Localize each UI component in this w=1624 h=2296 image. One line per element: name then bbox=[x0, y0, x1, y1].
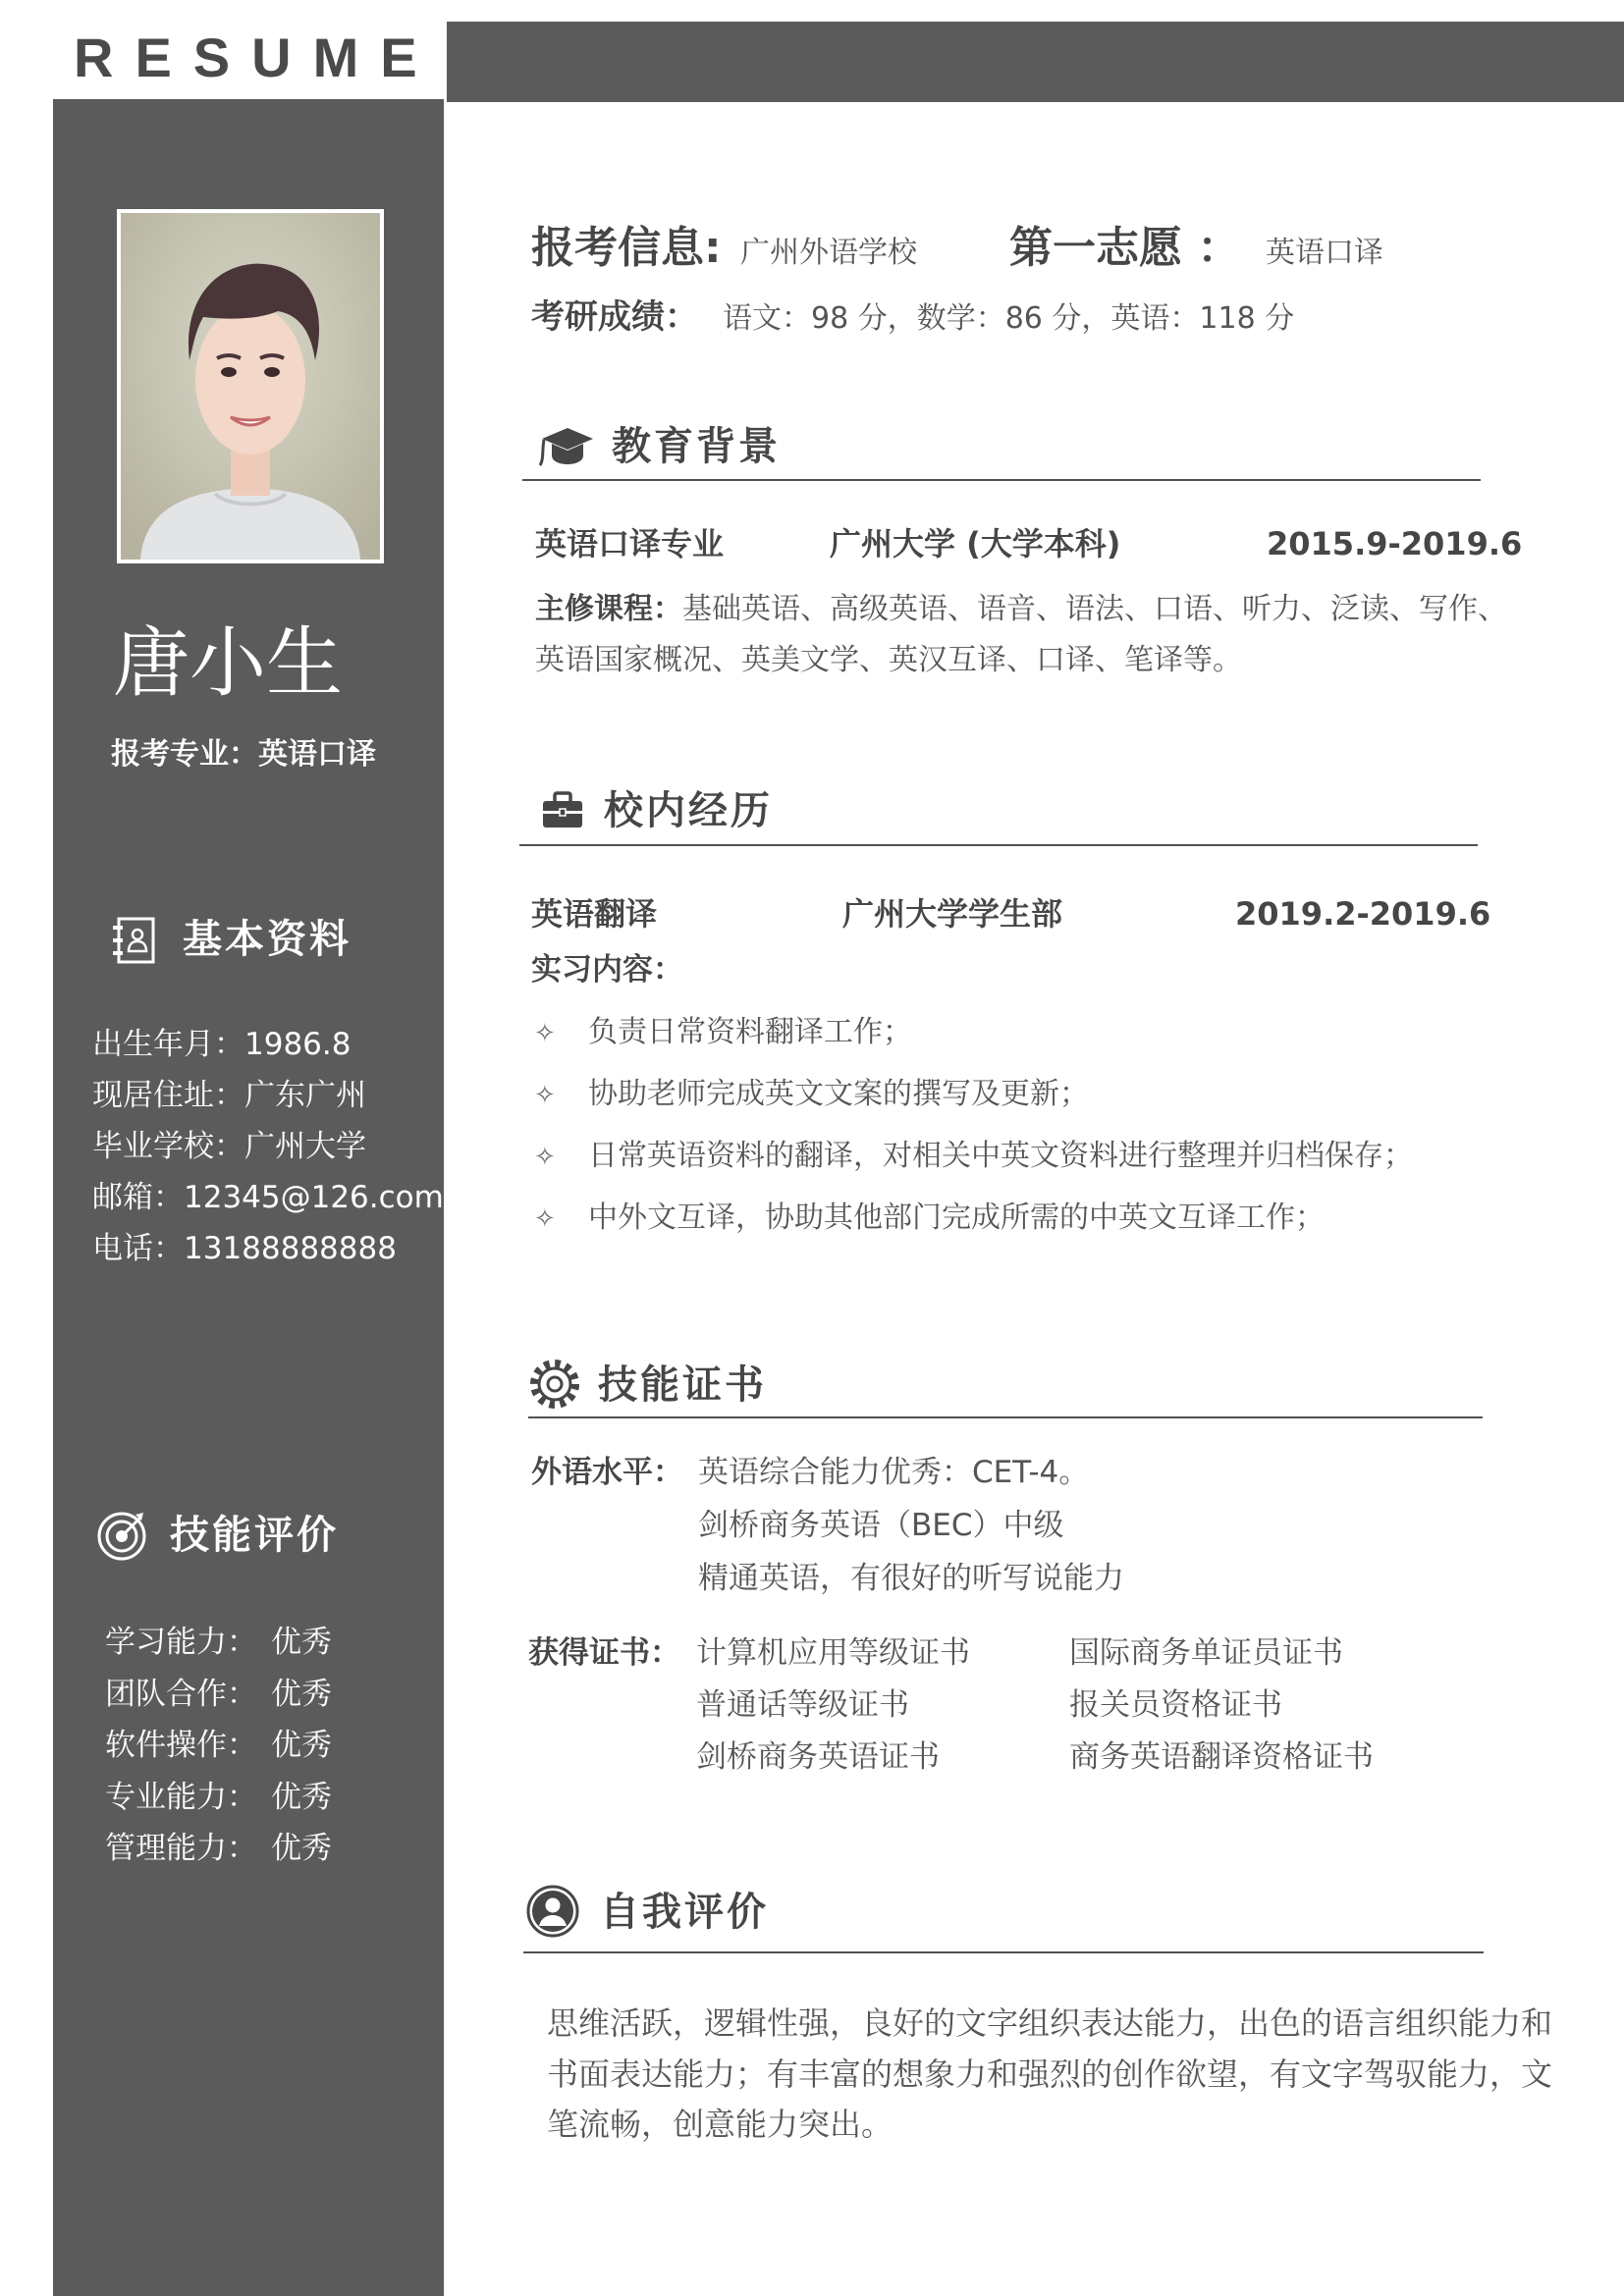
skill-label: 管理能力： bbox=[105, 1831, 257, 1866]
target-icon bbox=[96, 1509, 149, 1562]
info-value: 广州大学 bbox=[244, 1129, 366, 1164]
skill-rating-title: 技能评价 bbox=[170, 1513, 339, 1558]
user-circle-icon bbox=[526, 1885, 579, 1938]
experience-bullets bbox=[534, 1002, 1413, 1250]
bullet-text: 中外文互译，协助其他部门完成所需的中英文互译工作； bbox=[588, 1201, 1325, 1235]
info-row-phone bbox=[92, 1223, 444, 1274]
skill-label: 学习能力： bbox=[105, 1625, 257, 1660]
paragraph-line: 思维活跃，逻辑性强，良好的文字组织表达能力，出色的语言组织能力和 bbox=[547, 2004, 1553, 2042]
skill-label: 专业能力： bbox=[105, 1779, 257, 1815]
certificate-item: 商务英语翻译资格证书 bbox=[1069, 1739, 1374, 1775]
basic-info-list bbox=[92, 1019, 444, 1274]
list-item bbox=[534, 1126, 1413, 1188]
education-period: 2015.9-2019.6 bbox=[1267, 525, 1523, 562]
bullet-star-icon: ✧ bbox=[534, 1019, 556, 1048]
language-level-list bbox=[698, 1446, 1124, 1605]
self-evaluation-text bbox=[547, 1999, 1552, 2151]
info-row-address bbox=[92, 1070, 444, 1121]
top-bar bbox=[447, 22, 1624, 102]
skill-row bbox=[105, 1720, 332, 1772]
info-value: 1986.8 bbox=[244, 1027, 352, 1062]
bullet-star-icon: ✧ bbox=[534, 1081, 556, 1110]
courses-line: 英语国家概况、英美文学、英汉互译、口译、笔译等。 bbox=[535, 643, 1242, 677]
courses-block bbox=[535, 584, 1507, 686]
briefcase-icon bbox=[541, 788, 584, 831]
list-item: 英语综合能力优秀：CET-4。 bbox=[698, 1455, 1090, 1490]
self-evaluation-divider bbox=[523, 1951, 1484, 1953]
skill-row bbox=[105, 1772, 332, 1824]
skill-value: 优秀 bbox=[271, 1779, 332, 1815]
experience-divider bbox=[519, 844, 1478, 846]
education-divider bbox=[522, 479, 1481, 481]
bullet-text: 日常英语资料的翻译，对相关中英文资料进行整理并归档保存； bbox=[588, 1139, 1413, 1173]
experience-content-label: 实习内容： bbox=[531, 952, 683, 988]
first-choice-label: 第一志愿 ： bbox=[1009, 223, 1241, 273]
resume-title: RESUME bbox=[74, 27, 439, 88]
application-row bbox=[531, 212, 1383, 275]
profile-photo bbox=[117, 209, 384, 563]
info-label: 现居住址： bbox=[92, 1078, 244, 1113]
bullet-star-icon: ✧ bbox=[534, 1143, 556, 1172]
contact-book-icon bbox=[110, 915, 157, 966]
application-school: 广州外语学校 bbox=[740, 236, 917, 270]
certificate-item: 报关员资格证书 bbox=[1069, 1687, 1282, 1723]
skill-row bbox=[105, 1669, 332, 1721]
courses-label: 主修课程： bbox=[535, 592, 682, 626]
certificate-item: 国际商务单证员证书 bbox=[1069, 1635, 1343, 1671]
courses-line bbox=[535, 584, 1507, 635]
certificates-divider bbox=[528, 1416, 1483, 1418]
info-label: 邮箱： bbox=[92, 1180, 184, 1215]
target-major: 报考专业：英语口译 bbox=[111, 737, 376, 772]
list-item bbox=[534, 1002, 1413, 1064]
info-row-school bbox=[92, 1121, 444, 1172]
candidate-name: 唐小生 bbox=[113, 619, 344, 708]
list-item bbox=[534, 1064, 1413, 1126]
skill-value: 优秀 bbox=[271, 1728, 332, 1763]
paragraph-line: 笔流畅，创意能力突出。 bbox=[547, 2106, 893, 2143]
score-label: 考研成绩： bbox=[531, 297, 698, 337]
portrait-image bbox=[121, 213, 380, 560]
paragraph-line: 书面表达能力；有丰富的想象力和强烈的创作欲望，有文字驾驭能力，文 bbox=[547, 2055, 1553, 2093]
first-choice-value: 英语口译 bbox=[1266, 236, 1383, 270]
list-item bbox=[534, 1188, 1413, 1250]
score-values: 语文：98 分，数学：86 分，英语：118 分 bbox=[723, 301, 1295, 336]
courses-text: 基础英语、高级英语、语音、语法、口语、听力、泛读、写作、 bbox=[682, 592, 1507, 626]
bullet-text: 负责日常资料翻译工作； bbox=[588, 1015, 912, 1049]
skill-value: 优秀 bbox=[271, 1831, 332, 1866]
skill-row bbox=[105, 1617, 332, 1669]
obtained-certificates-grid bbox=[696, 1628, 1482, 1784]
skill-value: 优秀 bbox=[271, 1676, 332, 1712]
language-level-label: 外语水平： bbox=[531, 1455, 683, 1490]
info-value: 广东广州 bbox=[244, 1078, 366, 1113]
certificate-item: 剑桥商务英语证书 bbox=[696, 1739, 940, 1775]
info-row-email bbox=[92, 1172, 444, 1223]
certificate-item: 计算机应用等级证书 bbox=[696, 1635, 970, 1671]
experience-role: 英语翻译 bbox=[531, 895, 658, 933]
experience-organization: 广州大学学生部 bbox=[842, 895, 1063, 933]
skill-row bbox=[105, 1823, 332, 1875]
info-label: 出生年月： bbox=[92, 1027, 244, 1062]
list-item: 剑桥商务英语（BEC）中级 bbox=[698, 1508, 1064, 1543]
basic-info-title: 基本资料 bbox=[183, 917, 352, 962]
certificate-item: 普通话等级证书 bbox=[696, 1687, 909, 1723]
score-row bbox=[531, 290, 1294, 338]
skill-rating-list bbox=[105, 1617, 332, 1875]
info-row-birth bbox=[92, 1019, 444, 1070]
education-title: 教育背景 bbox=[612, 424, 781, 469]
bullet-text: 协助老师完成英文文案的撰写及更新； bbox=[588, 1077, 1089, 1111]
application-label: 报考信息: bbox=[531, 223, 722, 273]
skill-value: 优秀 bbox=[271, 1625, 332, 1660]
experience-period: 2019.2-2019.6 bbox=[1235, 895, 1491, 933]
graduation-cap-icon bbox=[538, 420, 595, 471]
info-value: 13188888888 bbox=[184, 1231, 397, 1266]
list-item: 精通英语，有很好的听写说能力 bbox=[698, 1561, 1124, 1596]
info-label: 毕业学校： bbox=[92, 1129, 244, 1164]
skill-label: 软件操作： bbox=[105, 1728, 257, 1763]
certificates-title: 技能证书 bbox=[598, 1362, 767, 1408]
self-evaluation-title: 自我评价 bbox=[600, 1890, 769, 1935]
obtained-certificates-label: 获得证书： bbox=[528, 1635, 680, 1671]
experience-title: 校内经历 bbox=[604, 788, 773, 833]
info-label: 电话： bbox=[92, 1231, 184, 1266]
gear-icon bbox=[529, 1359, 580, 1410]
skill-label: 团队合作： bbox=[105, 1676, 257, 1712]
info-value: 12345@126.com bbox=[184, 1180, 444, 1215]
education-school: 广州大学 (大学本科) bbox=[830, 525, 1121, 562]
bullet-star-icon: ✧ bbox=[534, 1204, 556, 1234]
education-major: 英语口译专业 bbox=[535, 525, 725, 562]
